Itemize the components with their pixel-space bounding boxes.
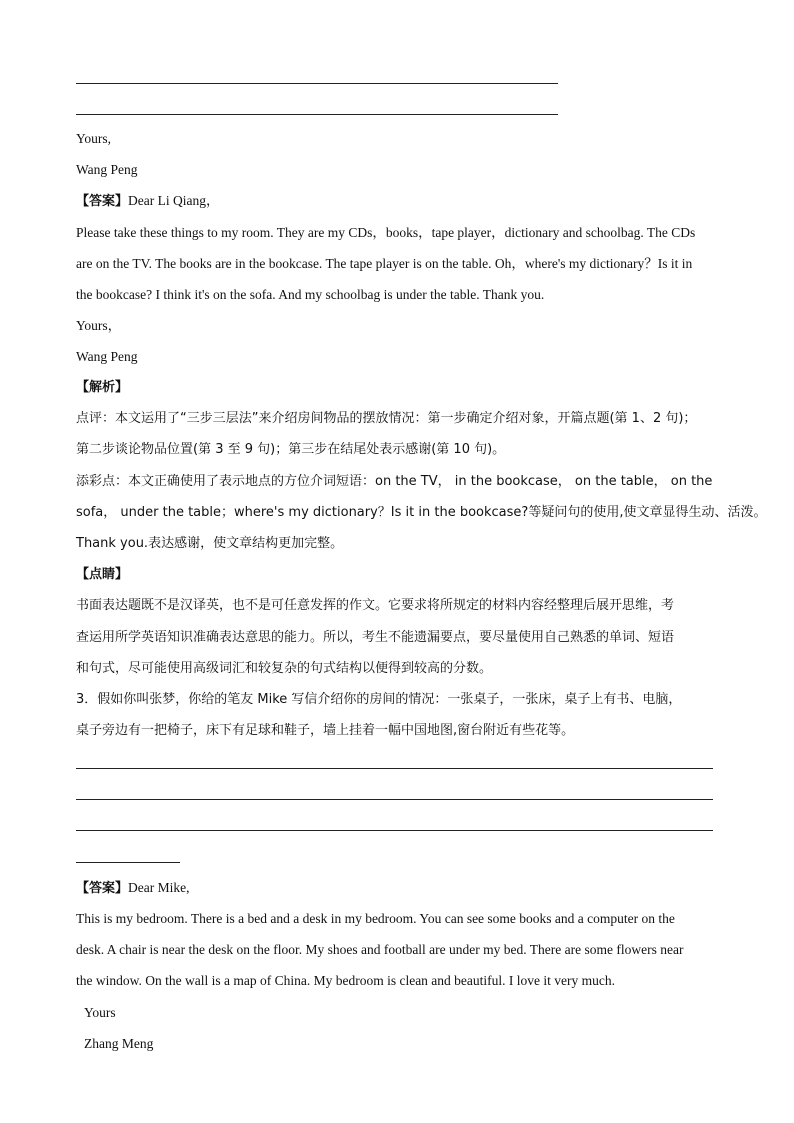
answer-text-line: the bookcase? I think it's on the sofa. And my schoolbag is under the table. Thank you. (76, 287, 545, 302)
writing-blank-line (76, 862, 180, 863)
answer-text-line: desk. A chair is near the desk on the floor. My shoes and football are under my bed. There are some flowers near (76, 942, 684, 957)
answer-text-line: the window. On the wall is a map of China. My bedroom is clean and beautiful. I love it very much. (76, 973, 615, 988)
letter-signature: Wang Peng (76, 162, 138, 177)
writing-blank-line (76, 830, 713, 831)
answer-label: 【答案】 (76, 194, 129, 209)
analysis-line: sofa， under the table；where's my dictionary？Is it in the bookcase?等疑问句的使用,使文章显得生动、活泼。 (76, 505, 767, 520)
answer-signature: Wang Peng (76, 349, 138, 364)
analysis-line: 第二步谈论物品位置(第 3 至 9 句)；第三步在结尾处表示感谢(第 10 句)。 (76, 442, 506, 457)
key-point-heading: 【点睛】 (76, 567, 129, 582)
analysis-line: 点评：本文运用了“三步三层法”来介绍房间物品的摆放情况：第一步确定介绍对象，开篇点题(第 1、2 句)； (76, 411, 697, 426)
question-line: 3．假如你叫张梦，你给的笔友 Mike 写信介绍你的房间的情况：一张桌子，一张床，桌子上有书、电脑， (76, 692, 682, 707)
answer-greeting: Dear Li Qiang， (128, 193, 220, 208)
answer-label: 【答案】 (76, 881, 129, 896)
answer-text-line: Please take these things to my room. They are my CDs，books，tape player，dictionary and schoolbag. The CDs (76, 225, 696, 240)
writing-blank-line (76, 799, 713, 800)
answer-greeting-line (76, 879, 190, 898)
letter-closing: Yours, (76, 131, 112, 146)
analysis-line: Thank you.表达感谢，使文章结构更加完整。 (76, 536, 344, 551)
analysis-line: 添彩点：本文正确使用了表示地点的方位介词短语：on the TV， in the bookcase， on the table， on the (76, 474, 713, 489)
answer-greeting: Dear Mike, (128, 880, 190, 895)
answer-text-line: are on the TV. The books are in the bookcase. The tape player is on the table. Oh，where's my dictionary？Is it in (76, 256, 693, 271)
key-point-line: 和句式，尽可能使用高级词汇和较复杂的句式结构以便得到较高的分数。 (76, 661, 493, 676)
answer-greeting-line (76, 192, 219, 211)
question-line: 桌子旁边有一把椅子，床下有足球和鞋子，墙上挂着一幅中国地图,窗台附近有些花等。 (76, 723, 575, 738)
answer-closing: Yours (84, 1005, 116, 1020)
answer-closing: Yours， (76, 318, 122, 333)
writing-blank-line (76, 768, 713, 769)
answer-text-line: This is my bedroom. There is a bed and a desk in my bedroom. You can see some books and a computer on the (76, 911, 675, 926)
answer-blank-line (76, 83, 558, 84)
answer-signature: Zhang Meng (84, 1036, 154, 1051)
analysis-heading: 【解析】 (76, 380, 129, 395)
answer-blank-line (76, 114, 558, 115)
key-point-line: 查运用所学英语知识准确表达意思的能力。所以，考生不能遗漏要点，要尽量使用自己熟悉的单词、短语 (76, 630, 675, 645)
key-point-line: 书面表达题既不是汉译英，也不是可任意发挥的作文。它要求将所规定的材料内容经整理后展开思维，考 (76, 598, 675, 613)
